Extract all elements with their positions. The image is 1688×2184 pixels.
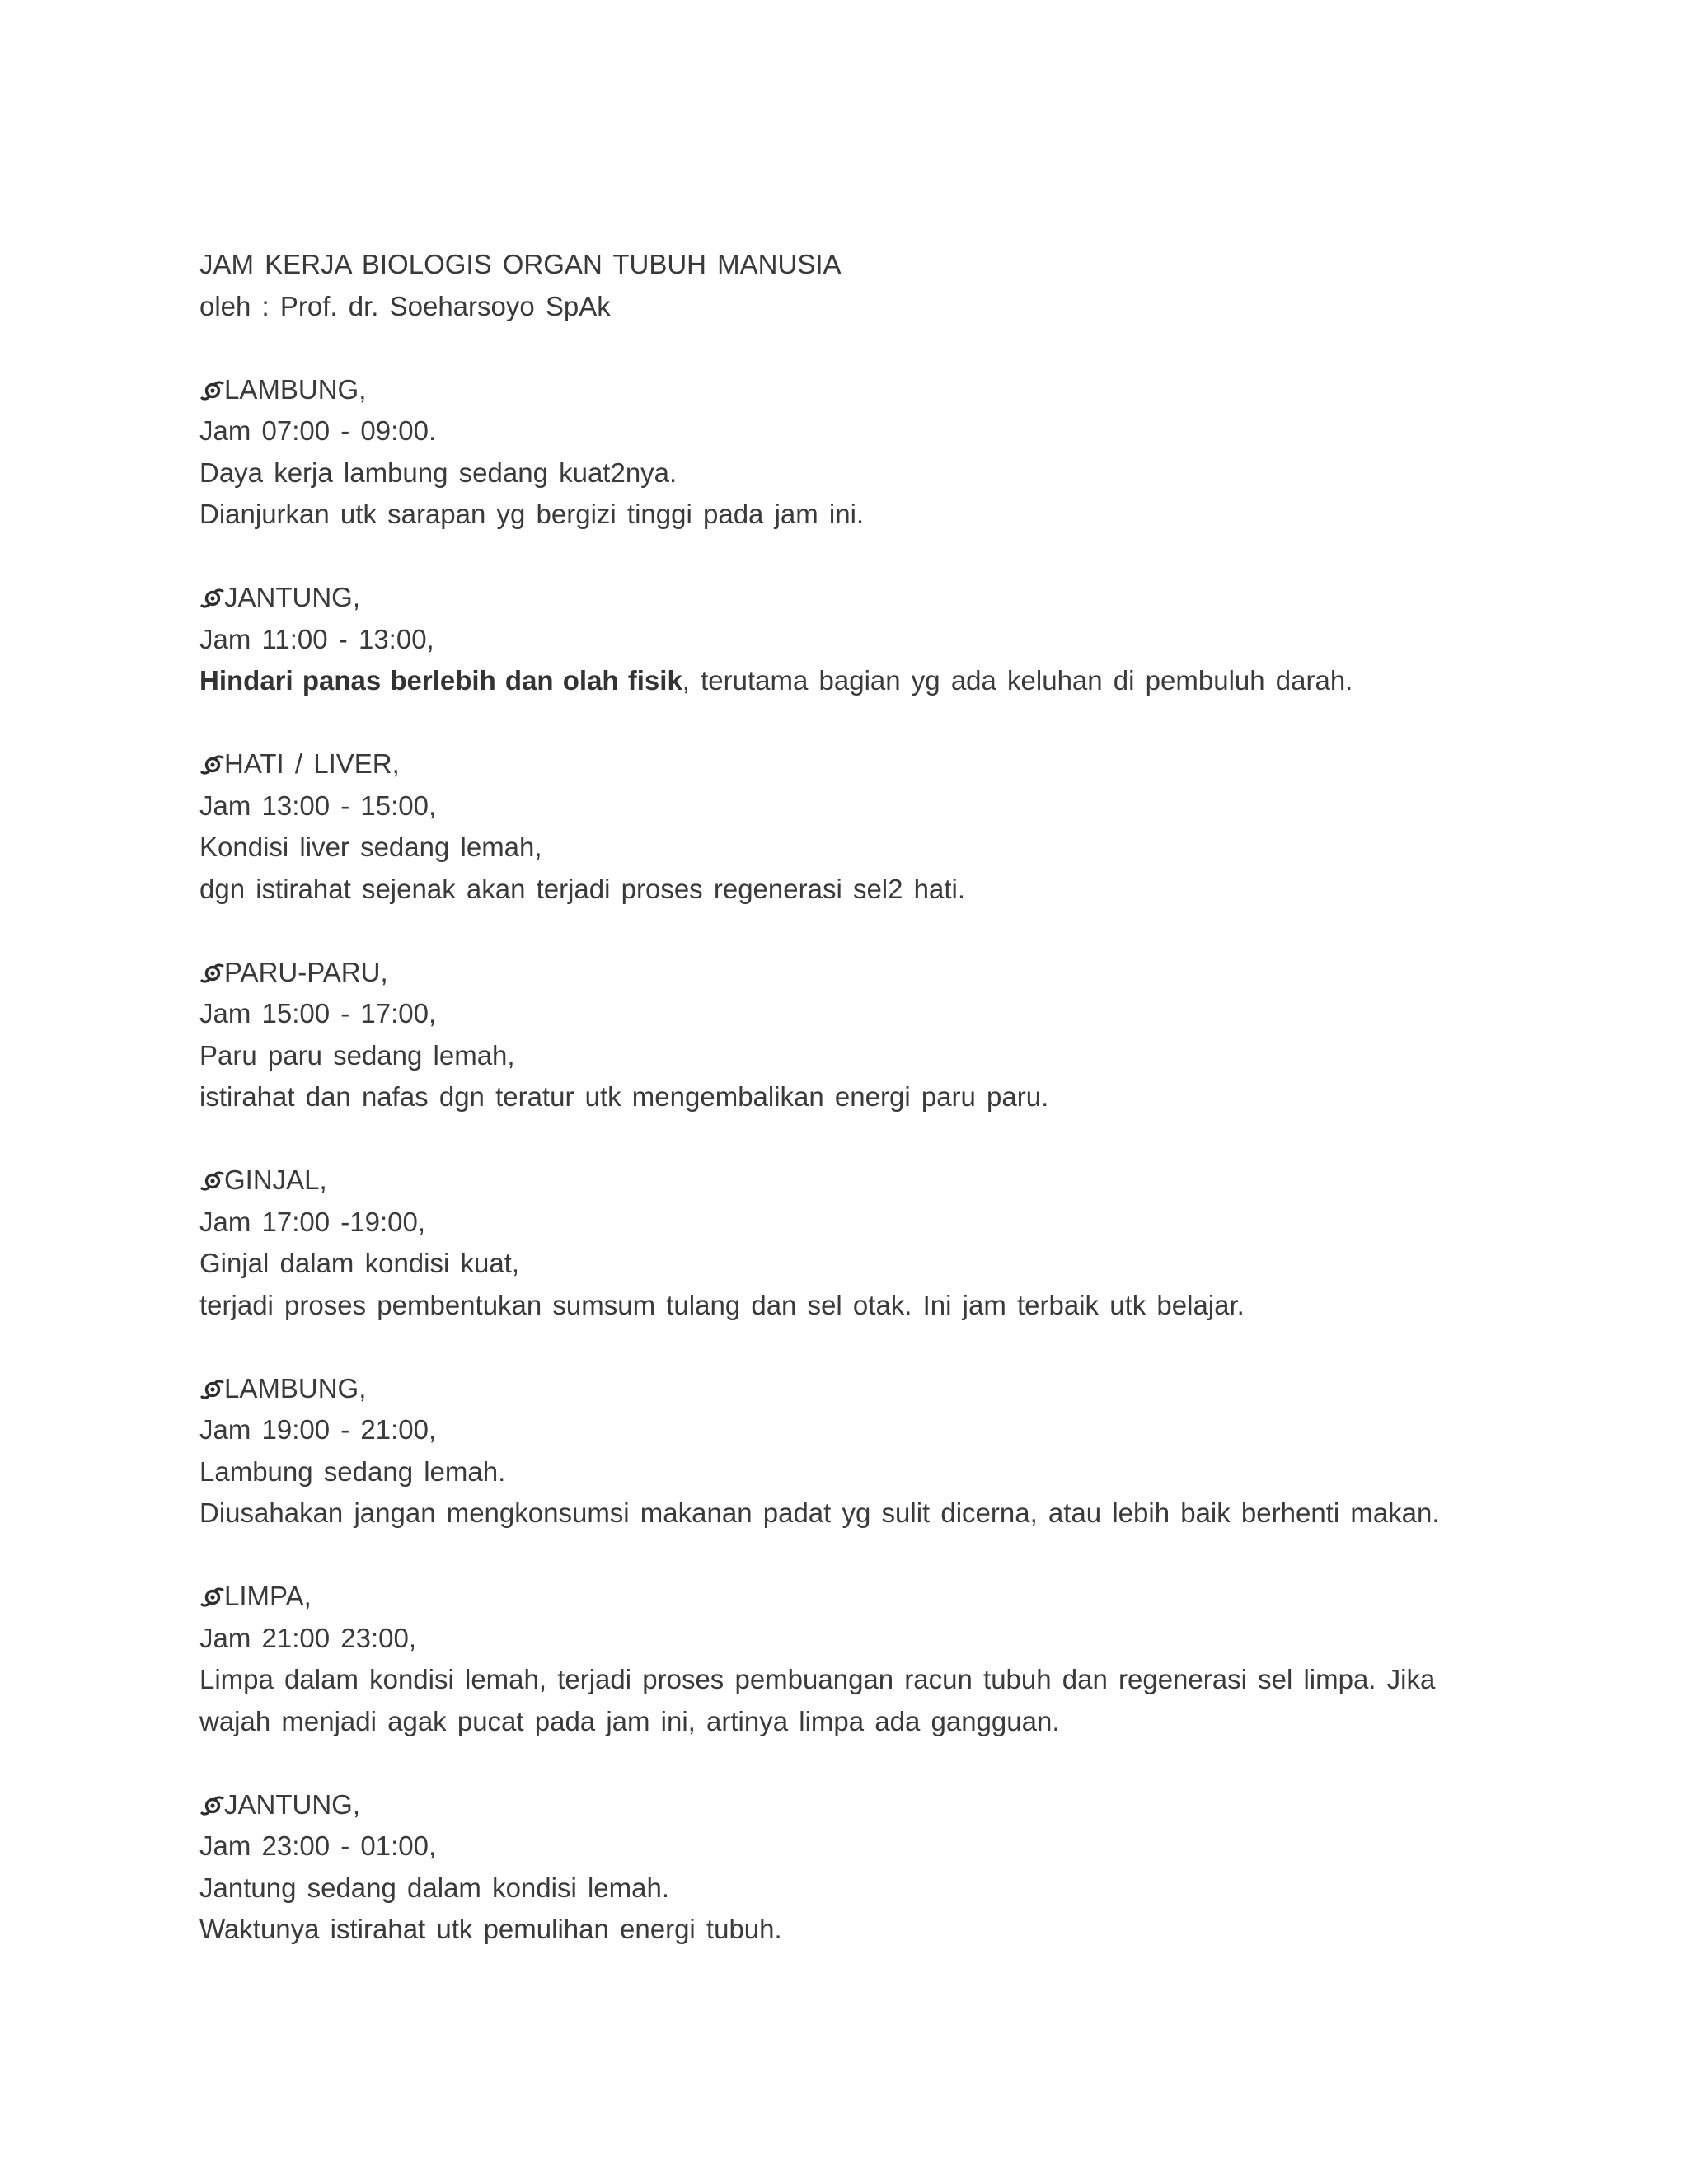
- description-line: Daya kerja lambung sedang kuat2nya.: [199, 457, 678, 488]
- description-paragraph: Limpa dalam kondisi lemah, terjadi proses pembuangan racun tubuh dan regenerasi sel limpa. Jika wajah menjadi agak pucat pada jam ini, artinya limpa ada gangguan.: [199, 1664, 1436, 1736]
- organ-name: JANTUNG,: [224, 582, 360, 612]
- time-range: Jam 17:00 -19:00,: [199, 1206, 425, 1237]
- document-title: JAM KERJA BIOLOGIS ORGAN TUBUH MANUSIA: [199, 249, 842, 279]
- section-heading: [199, 369, 1502, 411]
- description-line: istirahat dan nafas dgn teratur utk mengembalikan energi paru paru.: [199, 1081, 1049, 1112]
- organ-name: LIMPA,: [224, 1581, 312, 1611]
- time-range: Jam 15:00 - 17:00,: [199, 998, 437, 1029]
- organ-name: PARU-PARU,: [224, 956, 388, 987]
- cyclone-swirl-icon: [199, 586, 224, 611]
- description-line: dgn istirahat sejenak akan terjadi proses regenerasi sel2 hati.: [199, 873, 966, 904]
- section-jantung-night: [199, 1784, 1502, 1951]
- cyclone-swirl-icon: [199, 378, 224, 403]
- section-heading: [199, 952, 1502, 994]
- cyclone-swirl-icon: [199, 1377, 224, 1402]
- cyclone-swirl-icon: [199, 752, 224, 777]
- organ-name: JANTUNG,: [224, 1788, 360, 1820]
- description-line: Dianjurkan utk sarapan yg bergizi tinggi pada jam ini.: [199, 499, 865, 529]
- section-hati-liver: [199, 743, 1502, 910]
- organ-name: LAMBUNG,: [224, 373, 367, 405]
- time-range: Jam 11:00 - 13:00,: [199, 623, 434, 654]
- document-author: oleh : Prof. dr. Soeharsoyo SpAk: [199, 290, 611, 321]
- cyclone-swirl-icon: [199, 1793, 224, 1818]
- description-line: Diusahakan jangan mengkonsumsi makanan padat yg sulit dicerna, atau lebih baik berhenti makan.: [199, 1497, 1440, 1528]
- section-jantung-midday: [199, 577, 1502, 702]
- section-heading: [199, 743, 1502, 785]
- time-range: Jam 23:00 - 01:00,: [199, 1830, 437, 1861]
- organ-name: GINJAL,: [224, 1165, 327, 1195]
- time-range: Jam 21:00 23:00,: [199, 1622, 417, 1653]
- description-line: Lambung sedang lemah.: [199, 1455, 506, 1487]
- time-range: Jam 19:00 - 21:00,: [199, 1414, 437, 1445]
- time-range: Jam 07:00 - 09:00.: [199, 415, 437, 446]
- description-line: terjadi proses pembentukan sumsum tulang dan sel otak. Ini jam terbaik utk belajar.: [199, 1289, 1245, 1320]
- document-content: [199, 244, 1502, 1951]
- section-lambung-morning: [199, 369, 1502, 536]
- section-heading: [199, 577, 1502, 619]
- organ-name: LAMBUNG,: [224, 1372, 367, 1404]
- cyclone-swirl-icon: [199, 1169, 224, 1193]
- section-heading: [199, 1368, 1502, 1410]
- description-line: Kondisi liver sedang lemah,: [199, 832, 542, 862]
- description-line: Waktunya istirahat utk pemulihan energi tubuh.: [199, 1914, 782, 1944]
- description-line: Ginjal dalam kondisi kuat,: [199, 1248, 520, 1278]
- description-line: Paru paru sedang lemah,: [199, 1039, 515, 1071]
- cyclone-swirl-icon: [199, 1585, 224, 1610]
- section-heading: [199, 1160, 1502, 1202]
- section-heading: [199, 1784, 1502, 1826]
- description-rest: , terutama bagian yg ada keluhan di pembuluh darah.: [682, 665, 1353, 696]
- cyclone-swirl-icon: [199, 961, 224, 986]
- section-ginjal: [199, 1160, 1502, 1326]
- description-line: Jantung sedang dalam kondisi lemah.: [199, 1872, 670, 1903]
- description-line: [199, 660, 1502, 702]
- organ-name: HATI / LIVER,: [224, 748, 400, 779]
- section-paru-paru: [199, 952, 1502, 1118]
- bold-warning-text: Hindari panas berlebih dan olah fisik: [199, 665, 682, 696]
- time-range: Jam 13:00 - 15:00,: [199, 790, 437, 821]
- section-limpa: [199, 1576, 1502, 1742]
- section-lambung-evening: [199, 1368, 1502, 1535]
- section-heading: [199, 1576, 1502, 1618]
